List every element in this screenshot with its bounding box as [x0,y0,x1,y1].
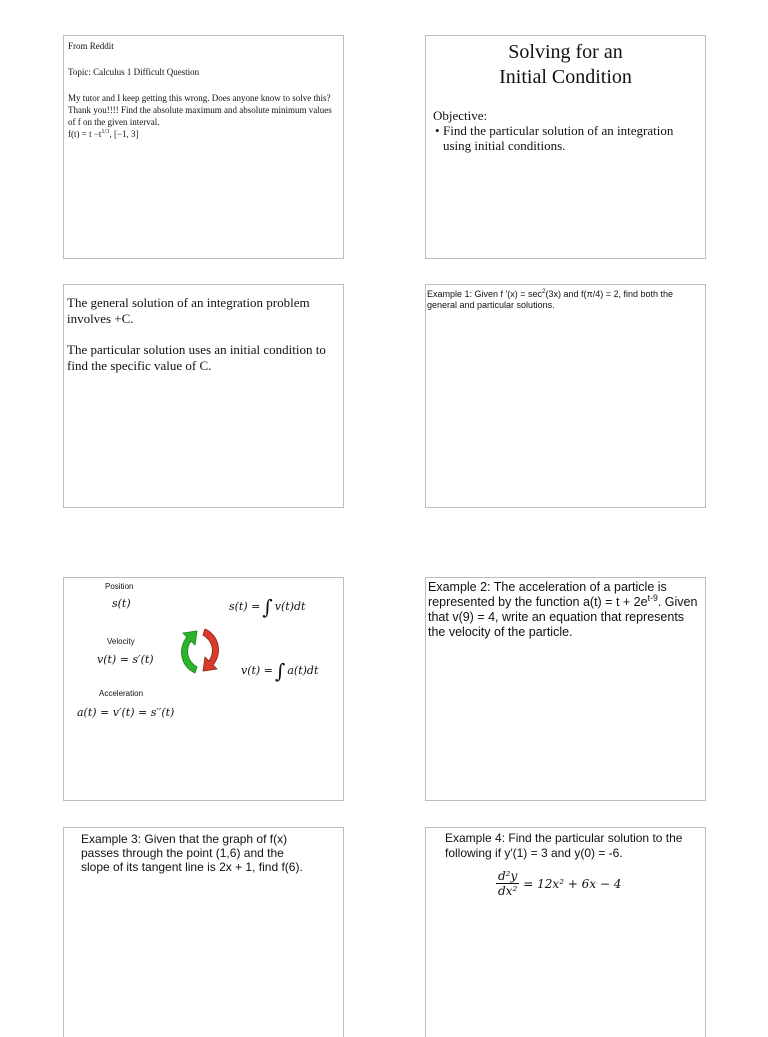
differential-equation [496,869,621,898]
eq-position: s(t) [112,597,131,610]
slide-example-1 [425,284,706,508]
objective-text: Find the particular solution of an integration using initial conditions. [443,123,674,153]
objective-bullet [435,123,697,153]
example-2-text: Example 2: The acceleration of a particle is represented by the function $a(t) = t + 2e^{t-9}$. Given that v(9) = 4, write an equation that represents the velocity of the particle. [428,580,698,639]
page-title [426,40,705,90]
source-line: From Reddit [68,41,114,51]
label-acceleration: Acceleration [99,689,144,698]
paragraph-general: The general solution of an integration problem involves +C. [67,295,310,326]
slide-reddit-question [63,35,344,259]
eq-position-integral: s(t) = ∫ v(t)dt [229,595,306,619]
cycle-arrows-icon [175,625,225,677]
function-line: $f(t) = t -t^{1/3}$, [−1, 3] [68,128,139,139]
label-position: Position [105,582,134,591]
slide-text [68,40,336,140]
equation-rhs: = 12x² + 6x − 4 [523,876,622,891]
topic-line: Topic: Calculus 1 Difficult Question [68,67,200,77]
integral-icon: ∫ [262,595,273,619]
slide-example-4 [425,827,706,1037]
title-line-1: Solving for an [508,41,623,63]
question-body: My tutor and I keep getting this wrong. Does anyone know to solve this? Thank you!!!! Find the absolute maximum and absolute minimum values of f on the given interval. [68,93,332,127]
eq-acceleration: a(t) = v′(t) = s′′(t) [77,706,175,719]
example-1-text: Example 1: Given f $'(x) = \sec^2(3x)$ and f(π/4) = 2, find both the general and particular solutions. [427,288,674,310]
eq-velocity-integral: v(t) = ∫ a(t)dt [241,659,319,683]
example-3-text: Example 3: Given that the graph of f(x) passes through the point (1,6) and the slope of its tangent line is 2x + 1, find f(6). [81,832,303,874]
bullet-icon: • [435,123,440,138]
eq-velocity: v(t) = s′(t) [97,653,154,666]
slide-motion-relations [63,577,344,801]
label-velocity: Velocity [107,637,135,646]
slide-title [425,35,706,259]
integral-icon: ∫ [274,659,286,683]
objective-label: Objective: [433,108,488,123]
slide-general-particular [63,284,344,508]
paragraph-particular: The particular solution uses an initial condition to find the specific value of C. [67,342,326,373]
derivative-fraction: $\frac{\text{d²y}}{\text{dx²}}$ [498,869,518,898]
example-4-text: Example 4: Find the particular solution to the following if y′(1) = 3 and y(0) = -6. [445,831,683,860]
title-line-2: Initial Condition [499,66,632,88]
slide-example-2 [425,577,706,801]
slide-example-3 [63,827,344,1037]
